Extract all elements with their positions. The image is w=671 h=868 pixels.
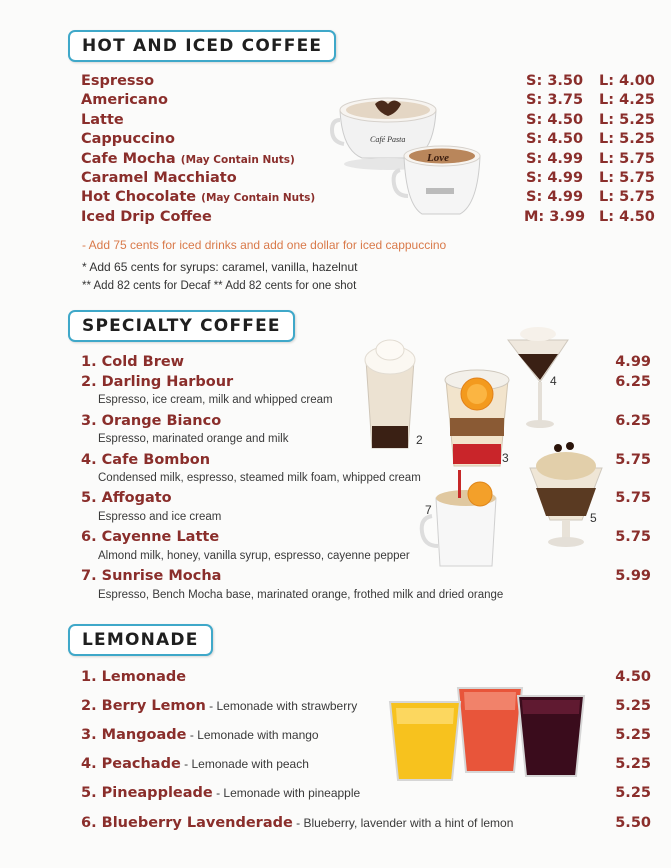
menu-item-description: - Lemonade with peach <box>180 757 309 771</box>
menu-item-name <box>81 189 315 205</box>
menu-item-price: 6.25 <box>615 374 651 390</box>
large-price: L: 5.25 <box>599 112 655 128</box>
small-price: S: 4.50 <box>526 131 584 147</box>
menu-item-description: Condensed milk, espresso, steamed milk foam, whipped cream <box>98 472 421 484</box>
menu-item-description: Espresso and ice cream <box>98 511 222 523</box>
menu-item-price: 4.99 <box>615 354 651 370</box>
small-price: S: 3.50 <box>526 73 584 89</box>
cup-latte-art-text: Love <box>427 152 449 164</box>
menu-item-price: 5.25 <box>615 727 651 743</box>
section-header-lemonade: LEMONADE <box>68 624 213 656</box>
decaf-note: ** Add 82 cents for Decaf ** Add 82 cents for one shot <box>82 280 357 292</box>
menu-item-name: 5. Affogato <box>81 490 172 506</box>
menu-item-name: 2. Darling Harbour <box>81 374 234 390</box>
allergy-note: (May Contain Nuts) <box>180 154 295 166</box>
large-price: L: 5.75 <box>599 170 655 186</box>
menu-item-name: 1. Lemonade <box>81 669 187 685</box>
small-price: M: 3.99 <box>524 209 586 225</box>
menu-item-name: Caramel Macchiato <box>81 170 237 186</box>
menu-item-name: Cappuccino <box>81 131 175 147</box>
allergy-note: (May Contain Nuts) <box>201 192 316 204</box>
menu-item-description: Espresso, ice cream, milk and whipped cream <box>98 394 333 406</box>
section-header-specialty-coffee: SPECIALTY COFFEE <box>68 310 295 342</box>
menu-item-name: 6. Cayenne Latte <box>81 529 220 545</box>
menu-item-name: 4. Peachade - Lemonade with peach <box>81 756 309 772</box>
lemonade-cups-illustration <box>388 680 598 780</box>
menu-item-name <box>81 151 295 167</box>
large-price: L: 4.25 <box>599 92 655 108</box>
large-price: L: 4.50 <box>599 209 655 225</box>
menu-item-price: 5.25 <box>615 756 651 772</box>
menu-item-price: 5.99 <box>615 568 651 584</box>
section-header-hot-iced-coffee: HOT AND ICED COFFEE <box>68 30 336 62</box>
small-price: S: 4.99 <box>526 151 584 167</box>
large-price: L: 5.75 <box>599 189 655 205</box>
coffee-cups-illustration <box>330 92 490 222</box>
menu-item-price: 5.75 <box>615 529 651 545</box>
menu-item-name: 5. Pineappleade - Lemonade with pineapple <box>81 785 361 801</box>
item-name-text: Hot Chocolate <box>81 189 197 205</box>
menu-item-description: Almond milk, honey, vanilla syrup, espresso, cayenne pepper <box>98 550 410 562</box>
menu-item-name: Iced Drip Coffee <box>81 209 212 225</box>
menu-item-description: - Lemonade with strawberry <box>205 699 358 713</box>
menu-item-description: Espresso, marinated orange and milk <box>98 433 289 445</box>
menu-item-description: - Lemonade with mango <box>186 728 319 742</box>
menu-item-name: Latte <box>81 112 124 128</box>
small-price: S: 3.75 <box>526 92 584 108</box>
large-price: L: 5.25 <box>599 131 655 147</box>
menu-item-description: - Lemonade with pineapple <box>212 786 361 800</box>
syrup-note: * Add 65 cents for syrups: caramel, vanilla, hazelnut <box>82 260 358 274</box>
menu-item-name: 1. Cold Brew <box>81 354 185 370</box>
cup-logo-text: Café Pasta <box>370 135 406 144</box>
photo-number-label: 2 <box>416 433 423 447</box>
menu-item-price: 6.25 <box>615 413 651 429</box>
photo-number-label: 5 <box>590 511 597 525</box>
photo-number-label: 7 <box>425 503 432 517</box>
menu-item-price: 5.50 <box>615 815 651 831</box>
large-price: L: 5.75 <box>599 151 655 167</box>
item-name-text: Cafe Mocha <box>81 151 176 167</box>
menu-item-name: 3. Orange Bianco <box>81 413 222 429</box>
menu-item-name: Espresso <box>81 73 155 89</box>
menu-item-name: 6. Blueberry Lavenderade - Blueberry, lavender with a hint of lemon <box>81 815 514 831</box>
specialty-drinks-illustration <box>360 320 610 580</box>
small-price: S: 4.50 <box>526 112 584 128</box>
menu-item-name: 7. Sunrise Mocha <box>81 568 222 584</box>
menu-item-name: 4. Cafe Bombon <box>81 452 211 468</box>
menu-item-price: 5.75 <box>615 452 651 468</box>
menu-item-price: 5.25 <box>615 785 651 801</box>
photo-number-label: 4 <box>550 374 557 388</box>
menu-item-description: Espresso, Bench Mocha base, marinated orange, frothed milk and dried orange <box>98 589 504 601</box>
small-price: S: 4.99 <box>526 170 584 186</box>
large-price: L: 4.00 <box>599 73 655 89</box>
menu-item-name: Americano <box>81 92 168 108</box>
menu-item-price: 5.75 <box>615 490 651 506</box>
photo-number-label: 3 <box>502 451 509 465</box>
small-price: S: 4.99 <box>526 189 584 205</box>
menu-item-price: 5.25 <box>615 698 651 714</box>
menu-item-price: 4.50 <box>615 669 651 685</box>
menu-item-description: - Blueberry, lavender with a hint of lemon <box>292 816 514 830</box>
iced-drinks-note: - Add 75 cents for iced drinks and add one dollar for iced cappuccino <box>82 238 447 252</box>
menu-item-name: 3. Mangoade - Lemonade with mango <box>81 727 319 743</box>
menu-item-name: 2. Berry Lemon - Lemonade with strawberry <box>81 698 358 714</box>
